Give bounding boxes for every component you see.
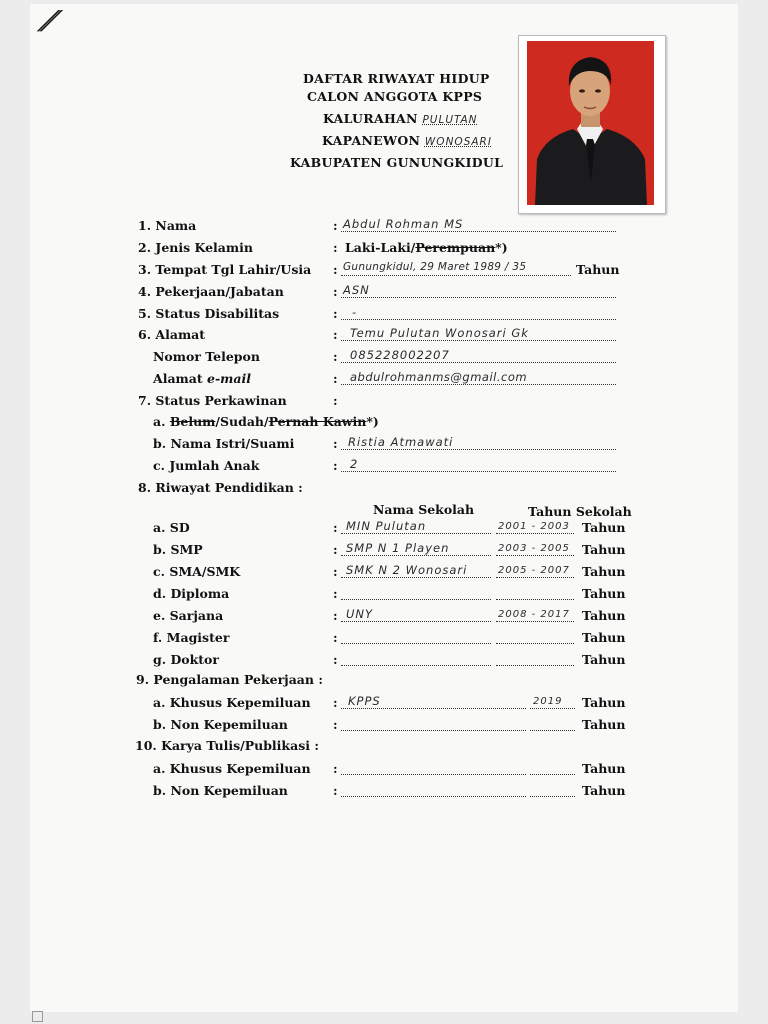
pengalaman-khusus-value: KPPS	[348, 694, 381, 708]
person-silhouette	[527, 41, 654, 205]
anak-label: c. Jumlah Anak	[153, 458, 260, 473]
pengalaman-non-label: b. Non Kepemiluan	[153, 717, 288, 732]
colon: :	[333, 717, 338, 732]
dotted-line	[496, 555, 574, 556]
corner-mark: //	[33, 6, 61, 36]
education-level-label: a. SD	[153, 520, 190, 535]
dotted-line	[341, 774, 526, 775]
colon: :	[333, 608, 338, 623]
colon: :	[333, 783, 338, 798]
school-years: 2005 - 2007	[498, 565, 570, 576]
colon: :	[333, 520, 338, 535]
kalurahan-value: PULUTAN	[422, 114, 478, 126]
portrait-photo	[527, 41, 654, 205]
dotted-line	[341, 708, 526, 709]
telepon-value: 085228002207	[350, 348, 450, 362]
option-laki-laki: Laki-Laki/	[345, 240, 416, 255]
scanner-logo-icon	[32, 1011, 43, 1022]
dotted-line	[341, 319, 616, 320]
istri-value: Ristia Atmawati	[348, 435, 454, 449]
dotted-line	[496, 599, 574, 600]
dotted-line	[341, 449, 616, 450]
dotted-line	[341, 533, 491, 534]
education-level-label: d. Diploma	[153, 586, 230, 601]
school-years: 2008 - 2017	[498, 609, 570, 620]
education-level-label: f. Magister	[153, 630, 230, 645]
kapanewon-value: WONOSARI	[424, 136, 492, 148]
colon: :	[333, 695, 338, 710]
scanner-watermark	[32, 1011, 46, 1022]
dotted-line	[530, 708, 575, 709]
perkawinan-label: 7. Status Perkawinan	[138, 393, 287, 408]
dotted-line	[530, 774, 575, 775]
dotted-line	[341, 384, 616, 385]
dotted-line	[341, 665, 491, 666]
photo-frame	[518, 35, 666, 214]
email-value: abdulrohmanms@gmail.com	[350, 370, 528, 384]
dotted-line	[341, 297, 616, 298]
colon: :	[333, 327, 338, 342]
dotted-line	[496, 577, 574, 578]
dotted-line	[341, 599, 491, 600]
kapanewon-line	[322, 133, 492, 148]
colon: :	[333, 306, 338, 321]
colon: :	[333, 652, 338, 667]
karya-label: 10. Karya Tulis/Publikasi :	[135, 738, 319, 753]
dotted-line	[496, 533, 574, 534]
education-level-label: g. Doktor	[153, 652, 219, 667]
school-name: MIN Pulutan	[346, 519, 427, 533]
tahun-label: Tahun	[582, 542, 626, 557]
education-level-label: b. SMP	[153, 542, 203, 557]
dotted-line	[341, 621, 491, 622]
dotted-line	[341, 577, 491, 578]
colon: :	[333, 542, 338, 557]
alamat-label: 6. Alamat	[138, 327, 206, 342]
nama-label: 1. Nama	[138, 218, 197, 233]
pendidikan-label: 8. Riwayat Pendidikan :	[138, 480, 303, 495]
alamat-value: Temu Pulutan Wonosari Gk	[350, 326, 529, 340]
tahun-label: Tahun	[582, 630, 626, 645]
school-name: UNY	[346, 607, 374, 621]
kapanewon-label: KAPANEWON	[322, 133, 421, 148]
dotted-line	[496, 643, 574, 644]
school-name: SMK N 2 Wonosari	[346, 563, 468, 577]
tahun-label: Tahun	[582, 783, 626, 798]
footnote-mark: *)	[366, 414, 379, 429]
pekerjaan-label: 4. Pekerjaan/Jabatan	[138, 284, 284, 299]
tahun-label: Tahun	[582, 695, 626, 710]
education-level-label: c. SMA/SMK	[153, 564, 241, 579]
tahun-label: Tahun	[582, 520, 626, 535]
title-line-2: CALON ANGGOTA KPPS	[307, 89, 483, 104]
tahun-label: Tahun	[582, 652, 626, 667]
colon: :	[333, 630, 338, 645]
colon: :	[333, 761, 338, 776]
colon: :	[333, 284, 338, 299]
status-kawin-prefix: a.	[153, 414, 170, 429]
email-label	[153, 371, 251, 386]
dotted-line	[341, 643, 491, 644]
dotted-line	[341, 340, 616, 341]
dotted-line	[341, 275, 571, 276]
tahun-label: Tahun	[576, 262, 620, 277]
dotted-line	[341, 555, 491, 556]
dotted-line	[496, 621, 574, 622]
colon: :	[333, 218, 338, 233]
education-level-label: e. Sarjana	[153, 608, 224, 623]
kabupaten-line: KABUPATEN GUNUNGKIDUL	[290, 155, 504, 170]
pekerjaan-value: ASN	[343, 283, 370, 297]
tahun-label: Tahun	[582, 564, 626, 579]
dotted-line	[341, 231, 616, 232]
option-perempuan-struck: Perempuan	[415, 240, 496, 255]
colon: :	[333, 436, 338, 451]
pengalaman-khusus-year: 2019	[533, 696, 563, 707]
email-label-em: e-mail	[207, 371, 251, 386]
col-header-nama-sekolah: Nama Sekolah	[373, 502, 475, 517]
school-name: SMP N 1 Playen	[346, 541, 450, 555]
school-years: 2003 - 2005	[498, 543, 570, 554]
colon: :	[333, 240, 338, 255]
jenis-kelamin-value	[345, 240, 508, 255]
dotted-line	[341, 471, 616, 472]
kalurahan-line	[323, 111, 478, 126]
dotted-line	[341, 730, 526, 731]
ttl-label: 3. Tempat Tgl Lahir/Usia	[138, 262, 312, 277]
anak-value: 2	[350, 457, 359, 471]
ttl-value: Gunungkidul, 29 Maret 1989 / 35	[343, 261, 527, 273]
dotted-line	[341, 796, 526, 797]
colon: :	[333, 586, 338, 601]
option-sudah: /Sudah/	[215, 414, 269, 429]
title-line-1: DAFTAR RIWAYAT HIDUP	[303, 71, 490, 86]
telepon-label: Nomor Telepon	[153, 349, 260, 364]
dotted-line	[530, 796, 575, 797]
col-header-tahun-sekolah: Tahun Sekolah	[528, 504, 632, 519]
option-pernah-kawin-struck: Pernah Kawin	[268, 414, 367, 429]
colon: :	[333, 371, 338, 386]
dotted-line	[496, 665, 574, 666]
email-label-text: Alamat	[153, 371, 203, 386]
pengalaman-label: 9. Pengalaman Pekerjaan :	[136, 672, 323, 687]
karya-khusus-label: a. Khusus Kepemiluan	[153, 761, 311, 776]
colon: :	[333, 393, 338, 408]
footnote-mark: *)	[495, 240, 508, 255]
tahun-label: Tahun	[582, 717, 626, 732]
tahun-label: Tahun	[582, 761, 626, 776]
jenis-kelamin-label: 2. Jenis Kelamin	[138, 240, 253, 255]
colon: :	[333, 458, 338, 473]
nama-value: Abdul Rohman MS	[343, 217, 464, 231]
school-years: 2001 - 2003	[498, 521, 570, 532]
colon: :	[333, 262, 338, 277]
karya-non-label: b. Non Kepemiluan	[153, 783, 288, 798]
istri-label: b. Nama Istri/Suami	[153, 436, 295, 451]
tahun-label: Tahun	[582, 608, 626, 623]
colon: :	[333, 564, 338, 579]
disabilitas-label: 5. Status Disabilitas	[138, 306, 280, 321]
option-belum-struck: Belum	[169, 414, 216, 429]
kalurahan-label: KALURAHAN	[323, 111, 418, 126]
dotted-line	[341, 362, 616, 363]
dotted-line	[530, 730, 575, 731]
disabilitas-value: -	[352, 305, 358, 319]
pengalaman-khusus-label: a. Khusus Kepemiluan	[153, 695, 311, 710]
status-kawin-options	[153, 414, 379, 429]
colon: :	[333, 349, 338, 364]
tahun-label: Tahun	[582, 586, 626, 601]
